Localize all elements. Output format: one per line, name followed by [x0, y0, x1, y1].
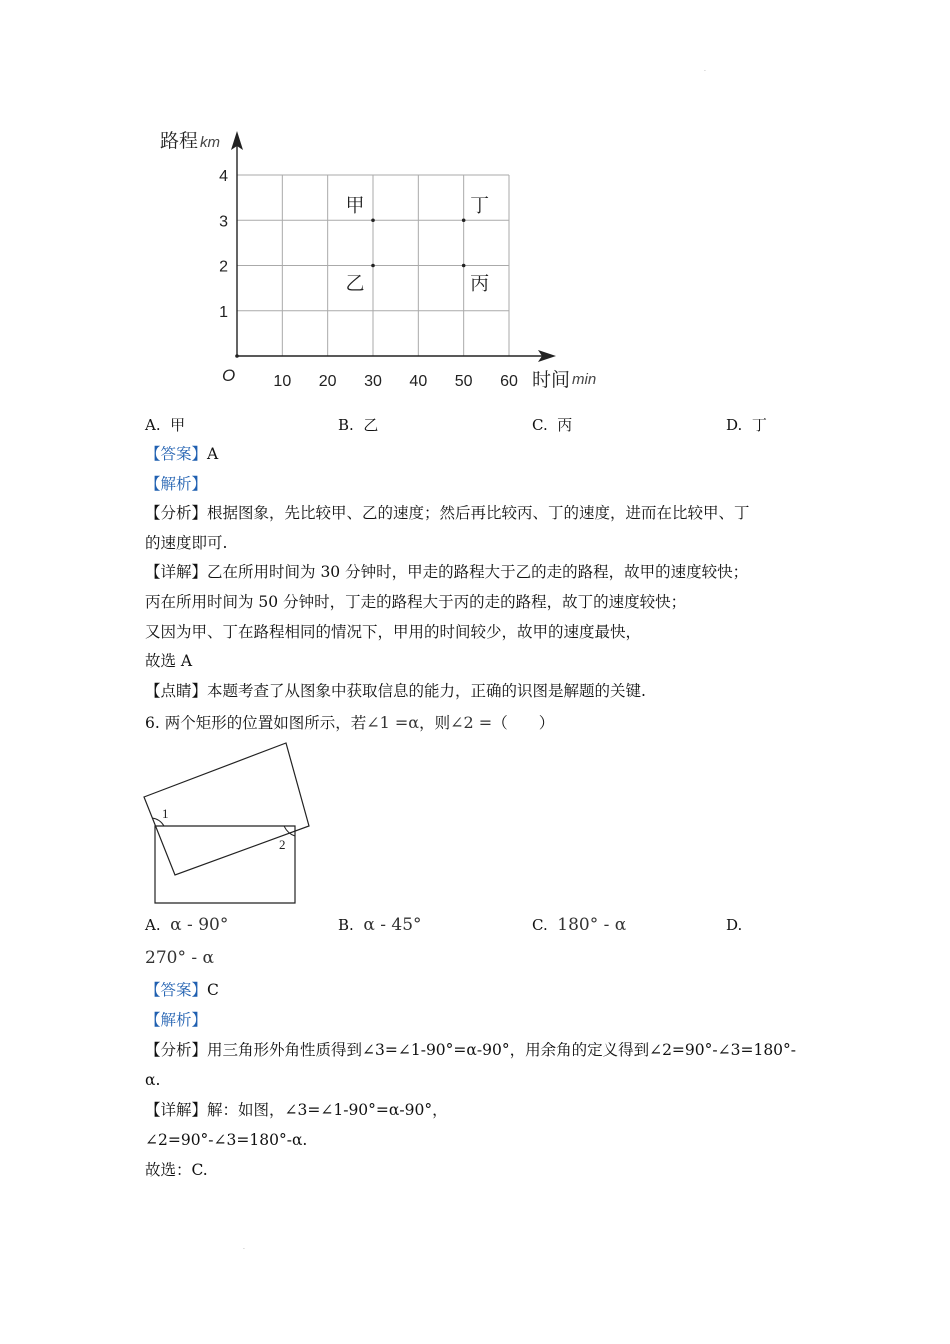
angle-2-expr: ∠2 =: [450, 713, 493, 732]
fenxi-text: 根据图象，先比较甲、乙的速度；然后再比较丙、丁的速度，进而在比较甲、丁: [207, 504, 750, 522]
point-label: 甲: [345, 195, 365, 217]
q5-option-b[interactable]: [338, 415, 378, 435]
x-axis-unit: min: [572, 371, 597, 388]
distance-time-chart: [150, 120, 620, 400]
option-letter: D.: [726, 416, 743, 434]
q5-detail-3: 又因为甲、丁在路程相同的情况下，甲用的时间较少，故甲的速度最快，: [145, 623, 642, 641]
q6-option-c[interactable]: [532, 915, 626, 935]
option-letter: A.: [145, 416, 161, 434]
q6-stem: [145, 713, 554, 733]
q5-comment: [145, 681, 646, 701]
q6-detail-3: 故选：C.: [145, 1161, 208, 1179]
q5-option-c[interactable]: [532, 415, 572, 435]
fenxi-tag: 【分析】: [145, 504, 208, 522]
footer-mark: .: [243, 1244, 245, 1251]
option-letter: B.: [338, 416, 354, 434]
fenxi-tag: 【分析】: [145, 1041, 208, 1059]
answer-tag: 【答案】: [145, 981, 208, 999]
y-axis-unit: km: [200, 134, 220, 151]
point-label: 丙: [470, 273, 490, 295]
q6-detail-1: [145, 1100, 448, 1120]
option-letter: B.: [338, 916, 354, 934]
header-mark: .: [704, 66, 706, 73]
q6-answer: [145, 980, 219, 1000]
q5-detail-4: 故选 A: [145, 652, 193, 670]
detail-text: 解：如图，∠3=∠1-90°=α-90°，: [207, 1101, 448, 1119]
option-expr: α - 45°: [363, 915, 422, 935]
y-tick-label: 4: [219, 168, 228, 185]
y-tick-label: 2: [219, 258, 228, 276]
angle-2-label: 2: [279, 837, 286, 852]
option-letter: C.: [532, 916, 548, 934]
comment-tag: 【点睛】: [145, 682, 208, 700]
data-point: [371, 218, 375, 222]
q6-option-d-expr: [145, 948, 214, 968]
stem-text: 6. 两个矩形的位置如图所示，若: [145, 714, 367, 732]
q6-fenxi-2: α.: [145, 1071, 161, 1089]
point-label: 丁: [470, 195, 490, 217]
point-label: 乙: [345, 273, 365, 295]
option-letter: C.: [532, 416, 548, 434]
q5-analysis-tag: 【解析】: [145, 475, 208, 493]
detail-tag: 【详解】: [145, 1101, 208, 1119]
data-point: [462, 218, 466, 222]
upright-rectangle: [155, 826, 295, 903]
q5-answer: [145, 444, 218, 464]
q6-analysis-tag: 【解析】: [145, 1011, 208, 1029]
q5-fenxi-2: 的速度即可.: [145, 534, 228, 552]
answer-value: C: [207, 981, 219, 999]
q6-option-b[interactable]: [338, 915, 422, 935]
option-expr: 270° - α: [145, 948, 214, 968]
y-tick-label: 1: [219, 303, 228, 321]
option-text: 丙: [557, 416, 573, 434]
q6-option-a[interactable]: [145, 915, 228, 935]
q5-option-d[interactable]: [726, 415, 767, 435]
fenxi-text: 用三角形外角性质得到∠3=∠1-90°=α-90°，用余角的定义得到∠2=90°-∠3=180°-: [207, 1041, 797, 1059]
x-tick-label: 30: [364, 373, 382, 390]
q6-fenxi-1: [145, 1040, 796, 1060]
option-expr: 180° - α: [557, 915, 627, 935]
q6-option-d[interactable]: [726, 915, 742, 935]
option-letter: D.: [726, 916, 743, 934]
detail-tag: 【详解】: [145, 563, 208, 581]
data-point: [371, 264, 375, 268]
option-text: 甲: [170, 416, 186, 434]
x-tick-label: 40: [409, 373, 428, 390]
origin-point: [235, 354, 239, 358]
answer-value: A: [207, 445, 219, 463]
q5-detail-1: [145, 562, 748, 582]
q5-detail-2: 丙在所用时间为 50 分钟时，丁走的路程大于丙的走的路程，故丁的速度较快；: [145, 593, 687, 611]
x-tick-label: 50: [454, 373, 473, 390]
x-axis-label: 时间: [532, 370, 571, 391]
chart-axes: [231, 131, 556, 362]
tilted-rectangle: [144, 743, 309, 875]
option-text: 乙: [363, 416, 379, 434]
y-axis-label: 路程: [160, 131, 199, 152]
q5-option-a[interactable]: [145, 415, 185, 435]
x-tick-label: 60: [500, 373, 518, 390]
option-expr: α - 90°: [170, 915, 229, 935]
comment-text: 本题考查了从图象中获取信息的能力，正确的识图是解题的关键.: [207, 682, 646, 700]
angle-1-expr: ∠1 =α: [366, 713, 420, 732]
q5-fenxi-1: [145, 503, 750, 523]
detail-text: 乙在所用时间为 30 分钟时，甲走的路程大于乙的走的路程，故甲的速度较快；: [207, 563, 749, 581]
stem-text: ，则: [419, 714, 451, 732]
q6-detail-2: ∠2=90°-∠3=180°-α.: [145, 1131, 308, 1149]
two-rectangles-figure: [135, 735, 325, 910]
chart-points: [345, 195, 489, 294]
x-tick-label: 20: [318, 373, 337, 390]
origin-label: O: [222, 366, 236, 385]
stem-text: （ ）: [492, 714, 555, 732]
angle-1-label: 1: [162, 806, 169, 821]
answer-tag: 【答案】: [145, 445, 208, 463]
option-text: 丁: [751, 416, 767, 434]
option-letter: A.: [145, 916, 161, 934]
y-tick-label: 3: [219, 213, 228, 231]
data-point: [462, 264, 466, 268]
x-tick-label: 10: [273, 373, 292, 390]
